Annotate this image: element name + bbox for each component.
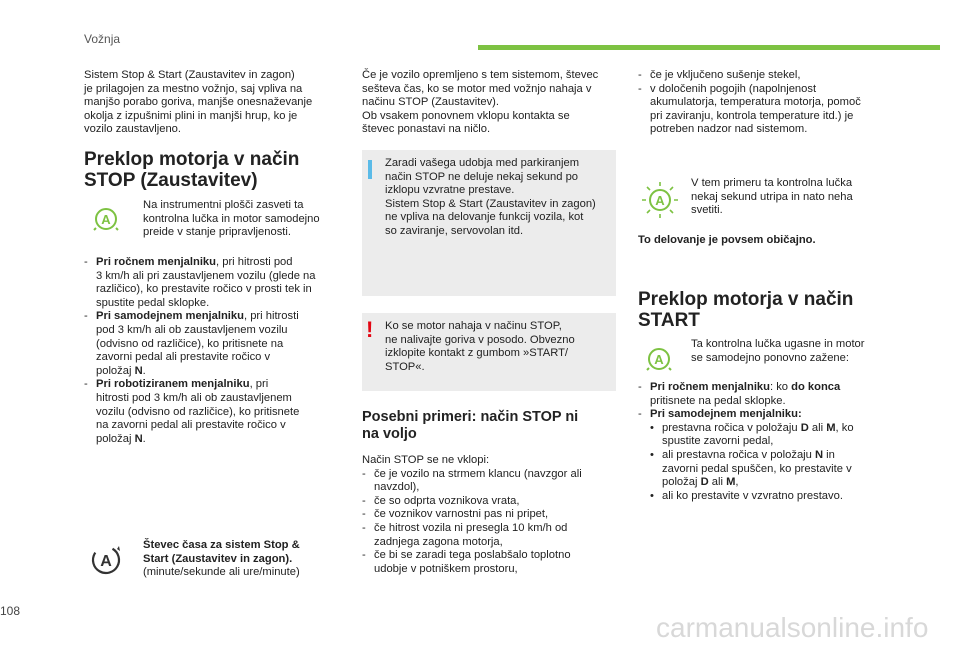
lamp-description: Na instrumentni plošči zasveti ta kontrolna lučka in motor samodejno preide v stanje pripravljenosti.: [143, 199, 320, 239]
eco-a-warning-lamp-icon: [92, 206, 120, 232]
info-box: Zaradi vašega udobja med parkiranjem način STOP ne deluje nekaj sekund po izklopu vzvratne prestave. Sistem Stop & Start (Zaustavitev in zagon) ne vpliva na delovanje funkcij vozila, kot so zaviranje, servovolan itd.: [362, 150, 616, 296]
lamp-off-description: Ta kontrolna lučka ugasne in motor se samodejno ponovno zažene:: [691, 338, 865, 364]
section-accent-bar: [478, 45, 940, 50]
warning-box: ! Ko se motor nahaja v načinu STOP, ne nalivajte goriva v posodo. Obvezno izklopite kontakt z gumbom »START/ STOP«.: [362, 313, 616, 391]
eco-a-blinking-lamp-icon: [640, 180, 680, 220]
info-marker: [368, 160, 372, 179]
svg-text:A: A: [655, 193, 665, 208]
page-number: 108: [0, 604, 21, 618]
stop-start-timer-icon: [89, 543, 123, 577]
eco-a-lamp-off-icon: [645, 346, 673, 372]
section-label: Vožnja: [84, 32, 121, 46]
normal-operation-note: To delovanje je povsem običajno.: [638, 234, 816, 246]
watermark: carmanualsonline.info: [656, 612, 929, 643]
warning-exclamation-icon: !: [366, 317, 374, 342]
blink-description: V tem primeru ta kontrolna lučka nekaj sekund utripa in nato neha svetiti.: [691, 177, 853, 217]
stop-conditions-list: - Pri ročnem menjalniku, pri hitrosti pod 3 km/h ali pri zaustavljenem vozilu (glede na različico), ko prestavite ročico v prosti tek in spustite pedal sklopke. - Pri samodejnem menjalniku, pri hitrosti pod 3 km/h ali ob zaustavljenem vozilu (odvisno od različice), ko pritisnete na zavorni pedal ali prestavite ročico v položaj N. - Pri robotiziranem menjalniku, pri hitrosti pod 3 km/h ali ob zaustavljenem vozilu (odvisno od različice), ko pritisnete na zavorni pedal ali prestavite ročico v položaj N.: [84, 256, 354, 446]
start-conditions-list: - Pri ročnem menjalniku: ko do konca pritisnete na pedal sklopke. - Pri samodejnem menjalniku: • prestavna ročica v položaju D ali M, ko spustite zavorni pedal, • ali prestavna ročica v položaju N in zavorni pedal spuščen, ko prestavite v položaj D ali M, • ali ko prestavite v vzvratno prestavo.: [638, 381, 908, 503]
start-mode-title: Preklop motorja v način START: [638, 289, 854, 331]
svg-text:A: A: [100, 553, 112, 570]
special-cases-list: Način STOP se ne vklopi: - če je vozilo na strmem klancu (navzgor ali navzdol), - če so odprta voznikova vrata, - če voznikov varnostni pas ni pripet, - če hitrost vozila ni presegla 10 km/h od zadnjega zagona motorja, - če bi se zaradi tega poslabšalo toplotno udobje v potniškem prostoru,: [362, 454, 622, 576]
special-cases-title: Posebni primeri: način STOP ni na voljo: [362, 409, 579, 442]
stop-mode-title: Preklop motorja v način STOP (Zaustavitev): [84, 149, 300, 191]
col2-intro: Če je vozilo opremljeno s tem sistemom, števec sešteva čas, ko se motor med vožnjo nahaja v načinu STOP (Zaustavitev). Ob vsakem ponovnem vklopu kontakta se števec ponastavi na ničlo.: [362, 69, 599, 136]
svg-text:A: A: [654, 352, 664, 367]
col1-intro: Sistem Stop & Start (Zaustavitev in zagon) je prilagojen za mestno vožnjo, saj vpliva na manjšo porabo goriva, manjše onesnaževanje okolja z izpušnimi plini in manjši hrup, ko je vozilo zaustavljeno.: [84, 69, 313, 136]
svg-text:A: A: [101, 212, 111, 227]
counter-description: Števec časa za sistem Stop & Start (Zaustavitev in zagon). (minute/sekunde ali ure/minute): [143, 539, 300, 579]
col3-continued-list: - če je vključeno sušenje stekel, - v določenih pogojih (napolnjenost akumulatorja, temperatura motorja, pomoč pri zaviranju, kontrola temperature itd.) je potreben nadzor nad sistemom.: [638, 69, 898, 137]
